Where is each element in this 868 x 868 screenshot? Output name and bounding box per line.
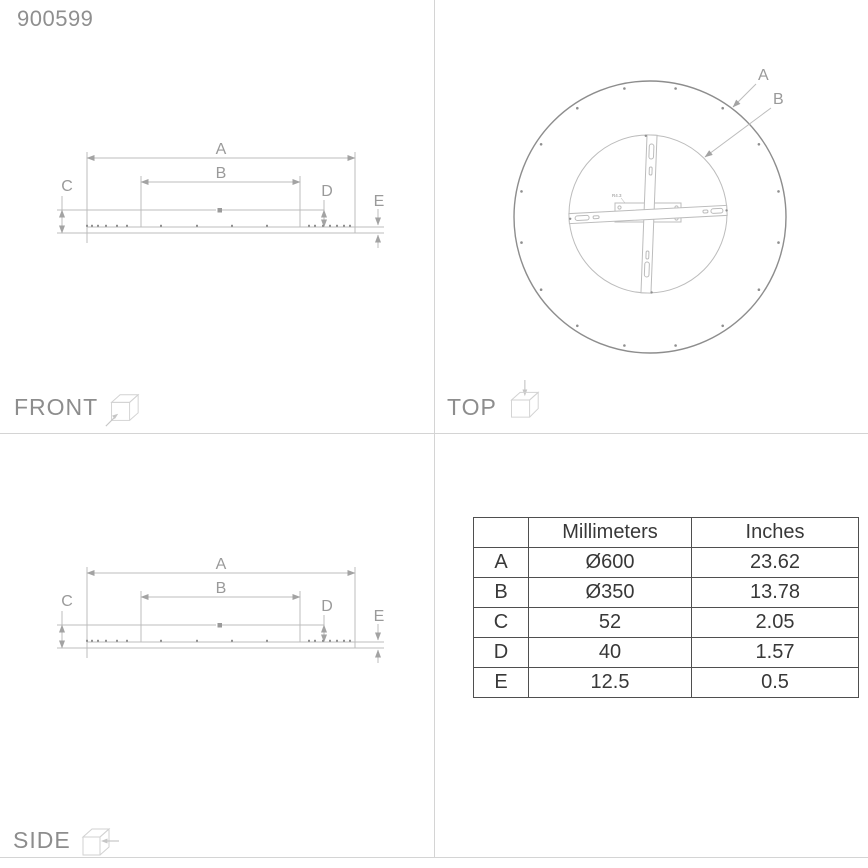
row-key: E [474, 668, 529, 698]
front-view-label-text: FRONT [14, 394, 99, 420]
row-mm: 12.5 [529, 668, 692, 698]
table-row [474, 608, 859, 638]
row-key: D [474, 638, 529, 668]
header-empty-cell [474, 518, 529, 548]
table-row [474, 578, 859, 608]
row-key: A [474, 548, 529, 578]
side-view-label-text: SIDE [13, 827, 71, 853]
front-dim-a: A [215, 141, 227, 158]
front-view-drawing [0, 0, 434, 300]
top-view-cube-icon [502, 379, 542, 421]
top-view-drawing [434, 0, 868, 434]
part-number: 900599 [17, 6, 94, 31]
bottom-border [0, 857, 868, 858]
side-dim-e: E [373, 608, 385, 625]
table-row [474, 638, 859, 668]
front-dim-e: E [373, 193, 385, 210]
front-view-cube-icon [103, 390, 141, 428]
side-dim-b: B [215, 580, 227, 597]
row-mm: Ø350 [529, 578, 692, 608]
center-fastener [218, 208, 223, 213]
row-mm: Ø600 [529, 548, 692, 578]
side-dim-c: C [61, 593, 73, 610]
row-inches: 13.78 [692, 578, 859, 608]
front-dim-b: B [215, 165, 227, 182]
center-fastener [218, 623, 223, 628]
row-mm: 40 [529, 638, 692, 668]
front-dim-d: D [321, 183, 333, 200]
panel-clip-ticks [86, 208, 351, 227]
side-dim-a: A [215, 556, 227, 573]
top-dim-a: A [758, 67, 769, 84]
side-view-label [13, 829, 120, 860]
side-view-cube-icon [76, 824, 120, 860]
row-key: C [474, 608, 529, 638]
table-row [474, 548, 859, 578]
row-inches: 0.5 [692, 668, 859, 698]
side-dim-d: D [321, 598, 333, 615]
row-key: B [474, 578, 529, 608]
top-view-label [447, 396, 542, 421]
dimension-table [473, 517, 859, 698]
top-view-label-text: TOP [447, 394, 497, 420]
row-mm: 52 [529, 608, 692, 638]
row-inches: 23.62 [692, 548, 859, 578]
header-millimeters: Millimeters [529, 518, 692, 548]
bracket-radius-annotation: R4.3 [612, 193, 622, 198]
front-view-label [14, 396, 141, 428]
row-inches: 2.05 [692, 608, 859, 638]
front-dim-c: C [61, 178, 73, 195]
row-inches: 1.57 [692, 638, 859, 668]
top-dim-b: B [773, 91, 784, 108]
table-row [474, 668, 859, 698]
side-view-drawing [0, 415, 434, 715]
header-inches: Inches [692, 518, 859, 548]
panel-clip-ticks [86, 623, 351, 642]
table-header-row [474, 518, 859, 548]
